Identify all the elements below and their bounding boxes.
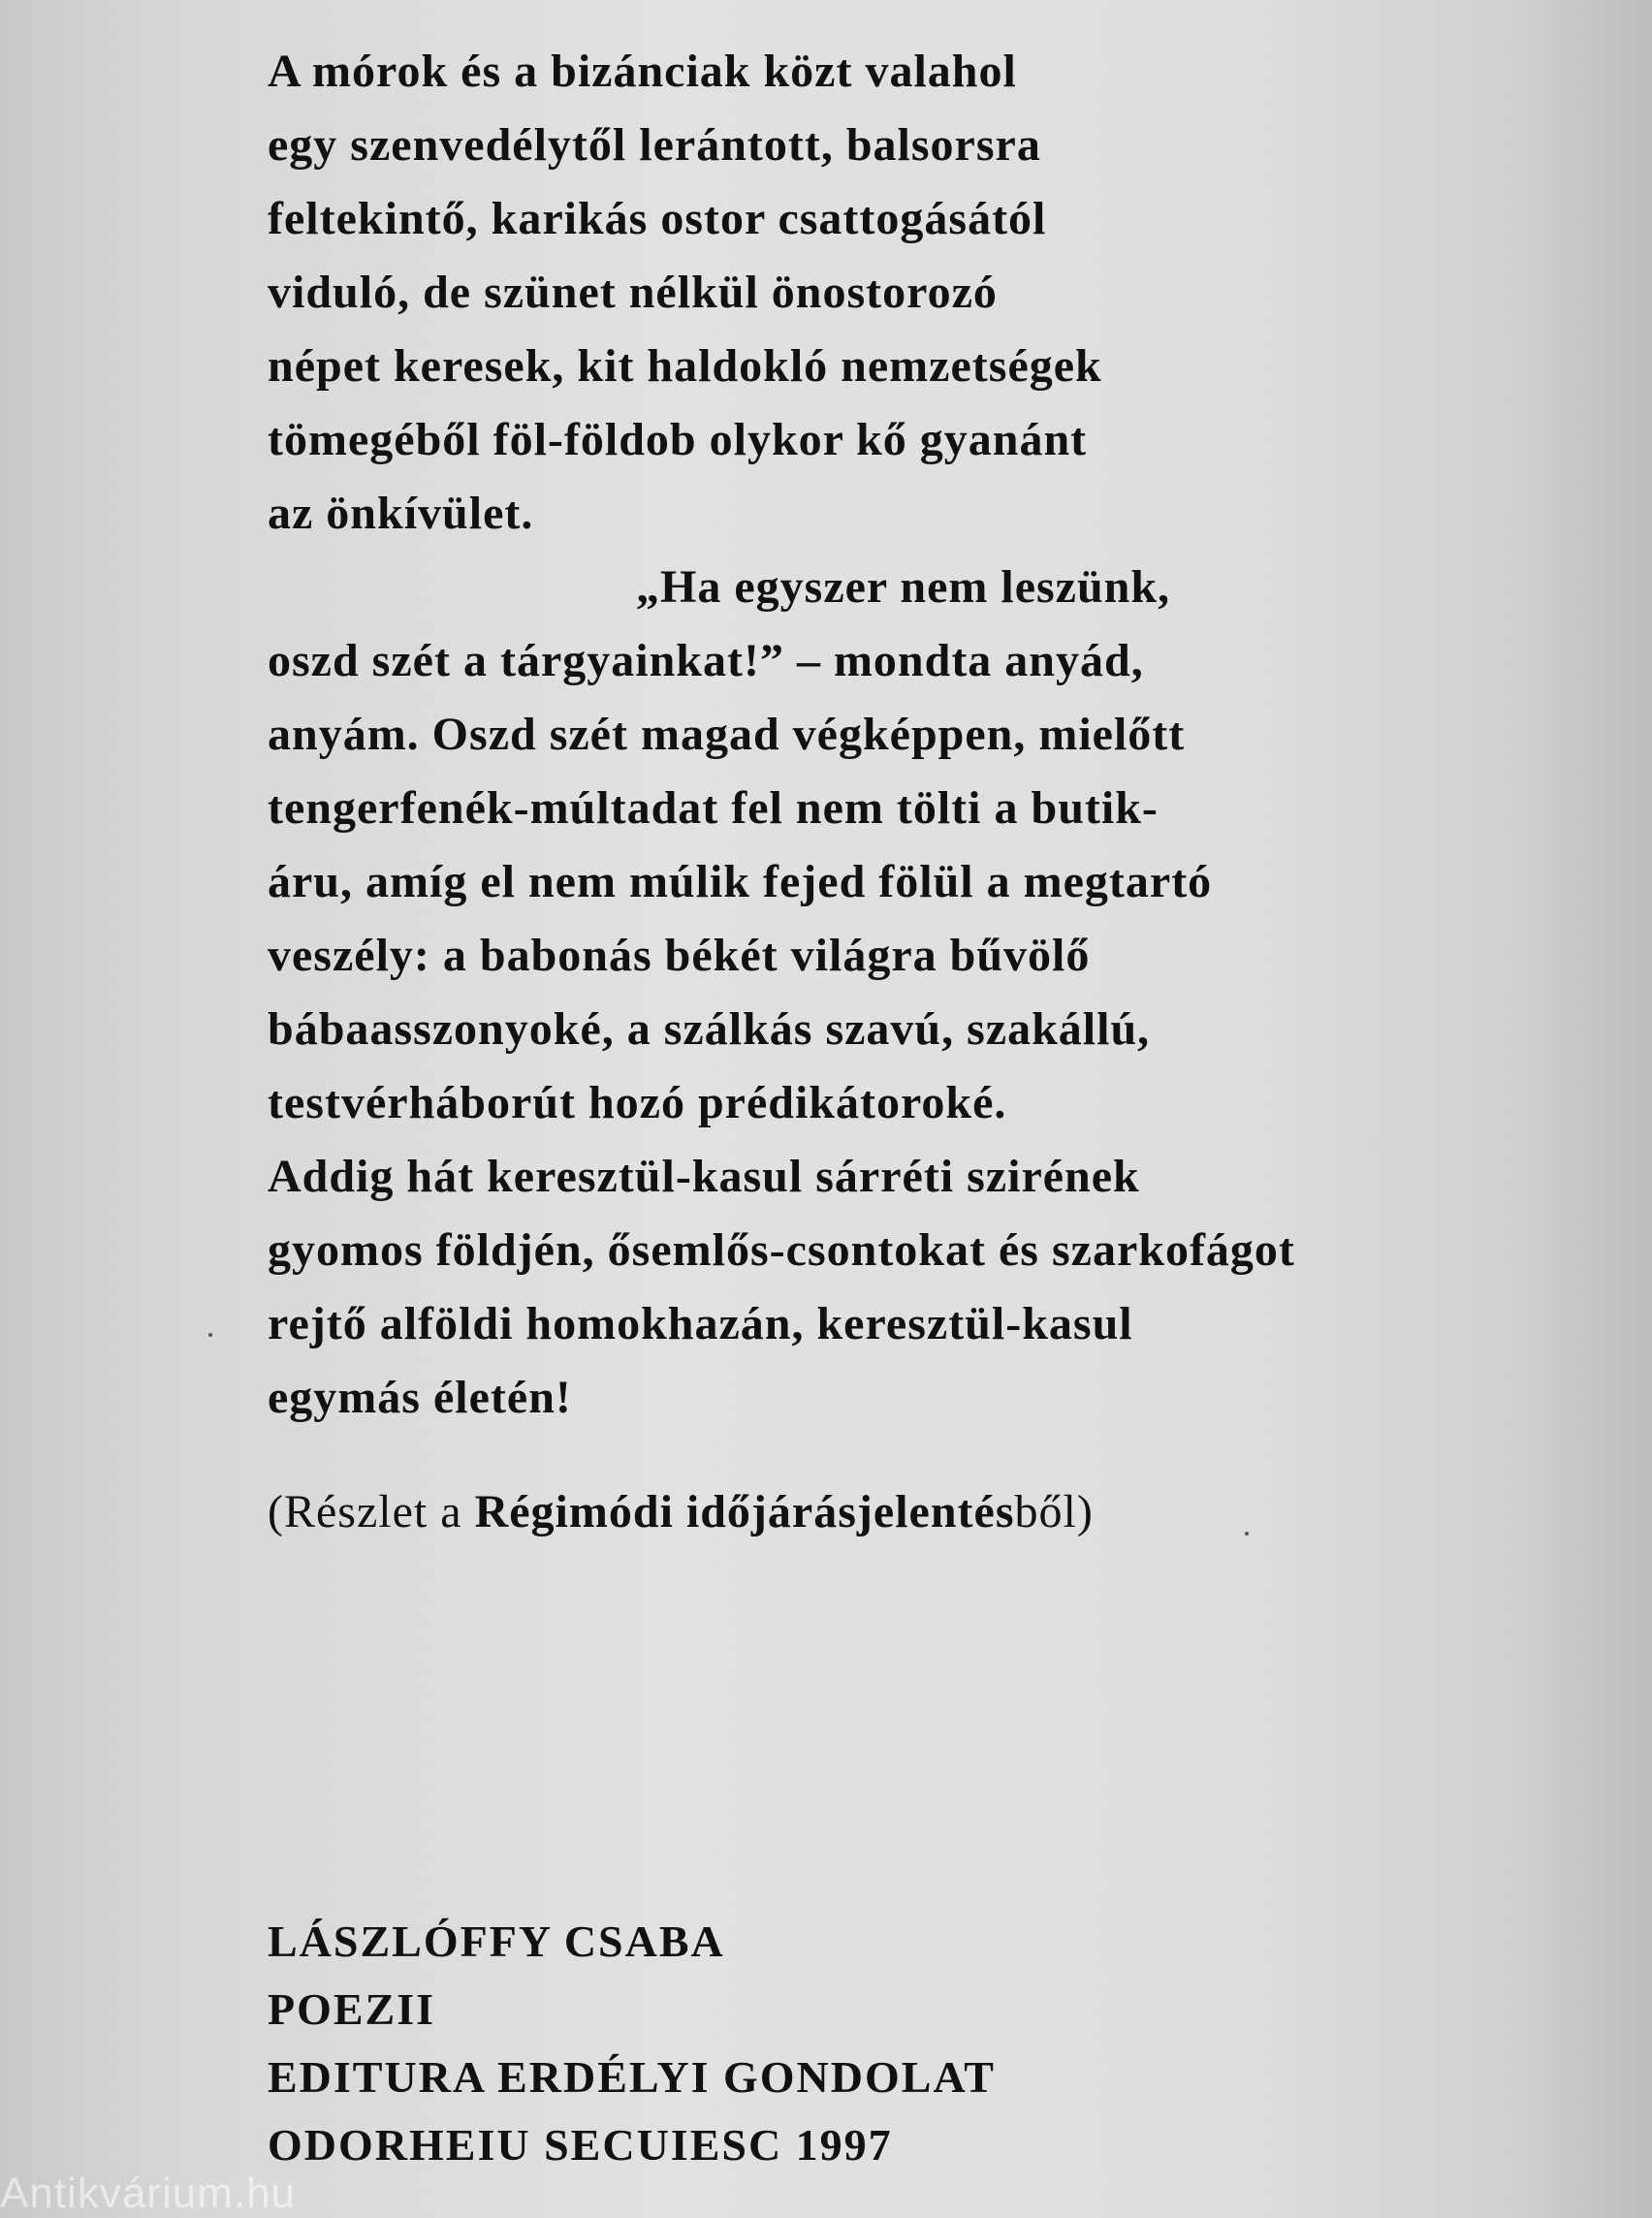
poem-line: feltekintő, karikás ostor csattogásától [268, 193, 1047, 244]
poem-line: egymás életén! [268, 1372, 572, 1423]
poem-excerpt [268, 35, 1528, 1435]
poem-line: rejtő alföldi homokhazán, keresztül-kasul [268, 1298, 1133, 1349]
paper-speck [1245, 1532, 1249, 1536]
poem-line: gyomos földjén, ősemlős-csontokat és szarkofágot [268, 1224, 1295, 1276]
poem-line: veszély: a babonás békét világra bűvölő [268, 930, 1091, 981]
poem-line: A mórok és a bizánciak közt valahol [268, 46, 1017, 97]
source-suffix: ből) [1014, 1486, 1094, 1537]
poem-line: tengerfenék-múltadat fel nem tölti a butik- [268, 782, 1159, 834]
poem-line: egy szenvedélytől lerántott, balsorsra [268, 119, 1041, 171]
colophon-place-year: ODORHEIU SECUIESC 1997 [268, 2120, 893, 2170]
source-title: Régimódi időjárásjelentés [474, 1486, 1015, 1537]
poem-line-indented: „Ha egyszer nem leszünk, [636, 561, 1171, 613]
paper-speck [208, 1333, 212, 1337]
poem-line: testvérháborút hozó prédikátoroké. [268, 1077, 1007, 1128]
poem-line: bábaasszonyoké, a szálkás szavú, szakállú, [268, 1003, 1151, 1055]
source-prefix: (Részlet a [268, 1486, 475, 1537]
poem-line: tömegéből föl-földob olykor kő gyanánt [268, 414, 1088, 465]
colophon-series: POEZII [268, 1984, 436, 2034]
colophon [268, 1908, 996, 2179]
poem-line: oszd szét a tárgyainkat!” – mondta anyád, [268, 635, 1144, 686]
poem-line: az önkívület. [268, 488, 534, 539]
poem-line: népet keresek, kit haldokló nemzetségek [268, 340, 1102, 392]
poem-line: Addig hát keresztül-kasul sárréti szirének [268, 1151, 1140, 1202]
source-citation [268, 1481, 1094, 1543]
colophon-publisher: EDITURA ERDÉLYI GONDOLAT [268, 2052, 996, 2102]
poem-line: áru, amíg el nem múlik fejed fölül a megtartó [268, 856, 1213, 907]
colophon-author: LÁSZLÓFFY CSABA [268, 1917, 725, 1966]
poem-line: anyám. Oszd szét magad végképpen, mielőtt [268, 709, 1186, 760]
poem-line: viduló, de szünet nélkül önostorozó [268, 267, 998, 318]
watermark: Antikvárium.hu [0, 2170, 297, 2217]
